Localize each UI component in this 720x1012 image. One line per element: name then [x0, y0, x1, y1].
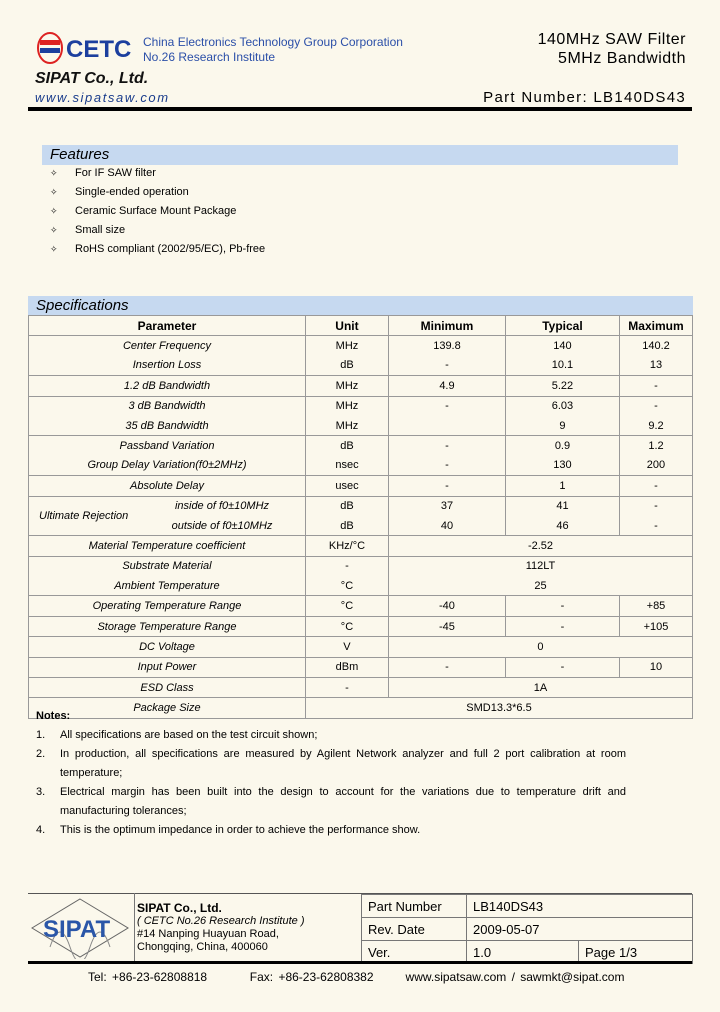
feature-text: RoHS compliant (2002/95/EC), Pb-free	[75, 243, 266, 255]
footer-institute: ( CETC No.26 Research Institute )	[137, 915, 305, 927]
cell-min: -45	[388, 616, 505, 636]
table-row	[29, 356, 693, 376]
cell-min: -	[388, 396, 505, 416]
product-line2: 5MHz Bandwidth	[558, 50, 686, 67]
svg-text:SIPAT: SIPAT	[43, 916, 111, 943]
header-maximum: Maximum	[619, 316, 692, 336]
table-row	[29, 536, 693, 556]
cell-max: 200	[619, 456, 692, 476]
features-heading: Features	[42, 145, 678, 165]
cell-u: nsec	[305, 456, 388, 476]
table-row	[29, 476, 693, 496]
cell-typ: 46	[505, 516, 619, 536]
cell-u: MHz	[305, 376, 388, 396]
cell-max: 140.2	[619, 336, 692, 356]
cell-min: -40	[388, 596, 505, 616]
pn-label: Part Number	[362, 895, 467, 918]
cell-span: SMD13.3*6.5	[305, 698, 692, 718]
note-text: In production, all specifications are measured by Agilent Network analyzer and full 2 port calibration at room temperature;	[60, 748, 626, 779]
footer-divider	[134, 893, 135, 961]
note-item	[36, 821, 626, 840]
cell-p: inside of f0±10MHz	[139, 496, 305, 516]
cell-min: -	[388, 456, 505, 476]
cetc-logo	[36, 30, 131, 66]
feature-item	[50, 186, 189, 198]
table-row	[29, 336, 693, 356]
table-row	[29, 576, 693, 596]
cell-min: -	[388, 356, 505, 376]
footer-address1: #14 Nanping Huayuan Road,	[137, 928, 279, 940]
corporation-name	[143, 35, 403, 65]
feature-text: Ceramic Surface Mount Package	[75, 205, 237, 217]
cell-max: +105	[619, 616, 692, 636]
specifications-table	[28, 315, 693, 719]
table-row	[29, 556, 693, 576]
note-item	[36, 783, 626, 821]
pn-value: LB140DS43	[467, 895, 693, 918]
cell-max: 9.2	[619, 416, 692, 436]
cell-typ: 140	[505, 336, 619, 356]
cell-u: dB	[305, 516, 388, 536]
cell-u: °C	[305, 596, 388, 616]
cell-typ: -	[505, 616, 619, 636]
cell-p: Package Size	[29, 698, 306, 718]
feature-text: Single-ended operation	[75, 186, 189, 198]
cell-span: 112LT	[388, 556, 692, 576]
cell-p: Passband Variation	[29, 436, 306, 456]
ver-label: Ver.	[362, 941, 467, 964]
cell-min: 40	[388, 516, 505, 536]
date-label: Rev. Date	[362, 918, 467, 941]
cell-typ: 6.03	[505, 396, 619, 416]
cell-max: 13	[619, 356, 692, 376]
table-row	[29, 657, 693, 677]
contact-line	[88, 970, 624, 984]
feature-item	[50, 243, 265, 255]
tel: Tel: +86-23-62808818	[88, 970, 208, 984]
product-title	[538, 30, 686, 68]
header-typical: Typical	[505, 316, 619, 336]
cell-min: 37	[388, 496, 505, 516]
header-minimum: Minimum	[388, 316, 505, 336]
cell-u: KHz/°C	[305, 536, 388, 556]
company-name: SIPAT Co., Ltd.	[35, 70, 149, 87]
corp-line1: China Electronics Technology Group Corporation	[143, 35, 403, 49]
header-unit: Unit	[305, 316, 388, 336]
cell-u: MHz	[305, 396, 388, 416]
header-parameter: Parameter	[29, 316, 306, 336]
notes-title: Notes:	[36, 710, 71, 722]
cell-min	[388, 416, 505, 436]
fax: Fax: +86-23-62808382	[249, 970, 374, 984]
cell-max: -	[619, 516, 692, 536]
corp-line2: No.26 Research Institute	[143, 50, 276, 64]
footer-company-block	[137, 902, 305, 954]
table-row	[29, 456, 693, 476]
cell-typ: 5.22	[505, 376, 619, 396]
cell-p: Material Temperature coefficient	[29, 536, 306, 556]
product-line1: 140MHz SAW Filter	[537, 31, 686, 48]
sipat-logo	[30, 897, 130, 959]
table-row	[29, 376, 693, 396]
notes-section	[36, 707, 626, 840]
part-number: Part Number: LB140DS43	[483, 89, 686, 106]
header-divider	[28, 107, 692, 111]
table-row	[29, 678, 693, 698]
cell-u: -	[305, 556, 388, 576]
table-row	[29, 496, 693, 516]
web-email[interactable]: www.sipatsaw.com / sawmkt@sipat.com	[405, 970, 625, 984]
cell-p: Group Delay Variation(f0±2MHz)	[29, 456, 306, 476]
cell-span: 0	[388, 637, 692, 657]
cell-typ: -	[505, 657, 619, 677]
note-item	[36, 726, 626, 745]
note-text: This is the optimum impedance in order to achieve the performance show.	[60, 824, 421, 836]
diamond-bullet-icon: ✧	[50, 187, 58, 197]
cell-typ: 10.1	[505, 356, 619, 376]
cell-span: 1A	[388, 678, 692, 698]
table-row	[29, 637, 693, 657]
cell-max: -	[619, 376, 692, 396]
cell-u: -	[305, 678, 388, 698]
table-header-row	[29, 316, 693, 336]
diamond-bullet-icon: ✧	[50, 168, 58, 178]
cell-p: Input Power	[29, 657, 306, 677]
cell-max: 1.2	[619, 436, 692, 456]
note-number: 1.	[36, 729, 46, 741]
cell-p: outside of f0±10MHz	[139, 516, 305, 536]
cell-typ: 9	[505, 416, 619, 436]
table-row	[29, 396, 693, 416]
cell-p: 35 dB Bandwidth	[29, 416, 306, 436]
cell-p: Absolute Delay	[29, 476, 306, 496]
footer-company: SIPAT Co., Ltd.	[137, 901, 222, 915]
feature-text: Small size	[75, 224, 126, 236]
cell-span: -2.52	[388, 536, 692, 556]
cell-u: dB	[305, 356, 388, 376]
feature-item	[50, 167, 156, 179]
cell-p: Ambient Temperature	[29, 576, 306, 596]
cell-max: -	[619, 496, 692, 516]
table-row	[29, 416, 693, 436]
footer-info-table	[361, 894, 693, 964]
cell-u: V	[305, 637, 388, 657]
cell-typ: 41	[505, 496, 619, 516]
diamond-bullet-icon: ✧	[50, 244, 58, 254]
cell-min: -	[388, 657, 505, 677]
website-link[interactable]: www.sipatsaw.com	[35, 90, 170, 105]
cell-p: ESD Class	[29, 678, 306, 698]
cell-typ: 130	[505, 456, 619, 476]
footer-address2: Chongqing, China, 400060	[137, 941, 268, 953]
note-text: All specifications are based on the test circuit shown;	[60, 729, 318, 741]
specifications-heading: Specifications	[28, 296, 693, 316]
cell-u: usec	[305, 476, 388, 496]
cell-min: -	[388, 436, 505, 456]
diamond-bullet-icon: ✧	[50, 206, 58, 216]
cell-p: Storage Temperature Range	[29, 616, 306, 636]
cell-span: 25	[388, 576, 692, 596]
note-text: Electrical margin has been built into the design to account for the variations due to temperature drift and manufacturing tolerances;	[60, 786, 626, 817]
note-number: 4.	[36, 824, 46, 836]
cell-min: 4.9	[388, 376, 505, 396]
diamond-bullet-icon: ✧	[50, 225, 58, 235]
cell-typ: -	[505, 596, 619, 616]
cell-p: DC Voltage	[29, 637, 306, 657]
cell-typ: 0.9	[505, 436, 619, 456]
feature-item	[50, 205, 236, 217]
footer-bottom-rule	[28, 961, 692, 964]
svg-text:CETC: CETC	[66, 36, 131, 63]
cell-u: dBm	[305, 657, 388, 677]
cell-p: 1.2 dB Bandwidth	[29, 376, 306, 396]
page-number: Page 1/3	[579, 941, 693, 964]
cell-p: Operating Temperature Range	[29, 596, 306, 616]
cell-max: 10	[619, 657, 692, 677]
cell-u: dB	[305, 496, 388, 516]
cell-max: -	[619, 396, 692, 416]
note-number: 3.	[36, 786, 46, 798]
cell-max: +85	[619, 596, 692, 616]
cell-min: 139.8	[388, 336, 505, 356]
ver-value: 1.0	[467, 941, 579, 964]
table-row	[29, 616, 693, 636]
cell-u: MHz	[305, 336, 388, 356]
feature-item	[50, 224, 125, 236]
table-row	[29, 436, 693, 456]
cell-p: 3 dB Bandwidth	[29, 396, 306, 416]
cell-group: Ultimate Rejection	[29, 496, 140, 536]
note-item	[36, 745, 626, 783]
feature-text: For IF SAW filter	[75, 167, 156, 179]
note-number: 2.	[36, 748, 46, 760]
cell-u: °C	[305, 576, 388, 596]
cell-p: Insertion Loss	[29, 356, 306, 376]
cell-min: -	[388, 476, 505, 496]
cell-u: °C	[305, 616, 388, 636]
cell-u: dB	[305, 436, 388, 456]
cell-typ: 1	[505, 476, 619, 496]
cell-p: Substrate Material	[29, 556, 306, 576]
cell-p: Center Frequency	[29, 336, 306, 356]
date-value: 2009-05-07	[467, 918, 693, 941]
table-row	[29, 596, 693, 616]
cell-u: MHz	[305, 416, 388, 436]
cell-max: -	[619, 476, 692, 496]
